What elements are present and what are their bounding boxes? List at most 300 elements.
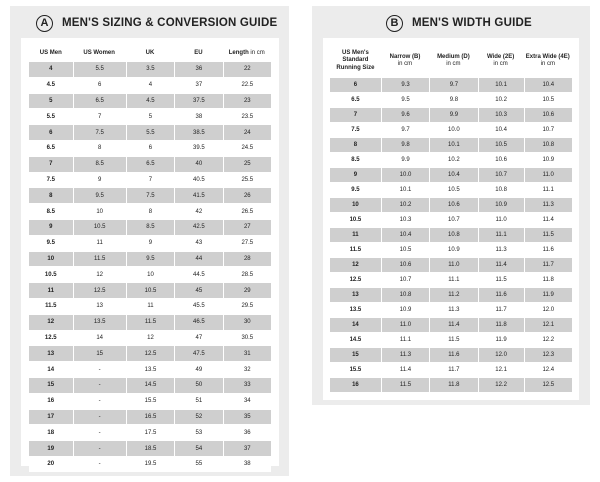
table-cell: 11.5 [524, 228, 572, 242]
table-cell: 10.9 [524, 153, 572, 167]
table-row [29, 346, 271, 361]
table-cell: 9.9 [429, 108, 477, 122]
table-cell: 10 [330, 198, 381, 212]
table-cell: 31 [223, 346, 271, 361]
table-cell: 9.5 [126, 252, 174, 267]
table-cell: 40 [174, 157, 222, 172]
table-cell: 10.9 [381, 303, 429, 317]
table-cell: 53 [174, 425, 222, 440]
table-cell: 11.5 [478, 273, 524, 287]
table-cell: 15 [330, 348, 381, 362]
table-cell: 32 [223, 362, 271, 377]
table-row [330, 243, 572, 257]
table-cell: 11.1 [429, 273, 477, 287]
table-cell: 15.5 [330, 363, 381, 377]
table-cell: 4 [126, 78, 174, 93]
table-cell: - [73, 425, 126, 440]
table-cell: 9.8 [429, 93, 477, 107]
table-cell: 11.1 [381, 333, 429, 347]
table-cell: 11.6 [478, 288, 524, 302]
width-column-label: Extra Wide (4E) [525, 53, 570, 60]
table-cell: 11.1 [524, 183, 572, 197]
table-cell: 10.5 [381, 243, 429, 257]
table-cell: 30 [223, 315, 271, 330]
table-cell: 38 [174, 109, 222, 124]
table-row [29, 78, 271, 93]
table-cell: 37 [174, 78, 222, 93]
table-cell: 25.5 [223, 173, 271, 188]
table-cell: 10.1 [478, 78, 524, 92]
table-cell: 11.5 [429, 333, 477, 347]
table-cell: 7 [29, 157, 73, 172]
table-cell: 46.5 [174, 315, 222, 330]
table-cell: - [73, 441, 126, 456]
sizing-column-label: UK [145, 50, 155, 56]
table-cell: 39.5 [174, 141, 222, 156]
table-cell: 14.5 [330, 333, 381, 347]
table-cell: 6.5 [330, 93, 381, 107]
table-cell: 49 [174, 362, 222, 377]
table-cell: 11 [29, 283, 73, 298]
table-row [29, 378, 271, 393]
table-cell: 18.5 [126, 441, 174, 456]
table-cell: 8 [73, 141, 126, 156]
table-cell: 27 [223, 220, 271, 235]
table-cell: 7 [73, 109, 126, 124]
width-column-unit: in cm [540, 61, 555, 67]
table-cell: 14.5 [126, 378, 174, 393]
table-cell: 54 [174, 441, 222, 456]
table-row [330, 288, 572, 302]
table-row [330, 168, 572, 182]
table-row [29, 220, 271, 235]
table-cell: 22 [223, 62, 271, 77]
table-cell: 10.4 [429, 168, 477, 182]
table-cell: 6.5 [29, 141, 73, 156]
sizing-table-header-row [29, 45, 271, 61]
table-cell: 10.5 [73, 220, 126, 235]
width-table-container [323, 38, 579, 400]
width-column-unit: in cm [446, 61, 461, 67]
table-cell: 11.3 [429, 303, 477, 317]
table-cell: 10.8 [429, 228, 477, 242]
table-cell: 11.8 [429, 378, 477, 392]
table-row [330, 273, 572, 287]
table-row [330, 93, 572, 107]
table-cell: 18 [29, 425, 73, 440]
table-cell: 10.7 [524, 123, 572, 137]
table-cell: 10.4 [524, 78, 572, 92]
table-cell: 7 [126, 173, 174, 188]
table-cell: 9.9 [381, 153, 429, 167]
table-cell: - [73, 457, 126, 472]
table-cell: 12.3 [524, 348, 572, 362]
table-cell: 11.3 [524, 198, 572, 212]
table-cell: 11.9 [478, 333, 524, 347]
table-cell: 8.5 [126, 220, 174, 235]
width-column-header [381, 45, 429, 77]
table-cell: 14 [29, 362, 73, 377]
table-cell: 14 [330, 318, 381, 332]
sizing-guide-panel [10, 6, 289, 476]
table-cell: 13 [73, 299, 126, 314]
table-row [330, 378, 572, 392]
table-cell: 5.5 [73, 62, 126, 77]
width-column-label: Wide (2E) [486, 53, 515, 60]
table-cell: - [73, 394, 126, 409]
table-cell: 10.6 [478, 153, 524, 167]
table-row [330, 333, 572, 347]
table-cell: 44 [174, 252, 222, 267]
table-row [29, 109, 271, 124]
width-column-header [429, 45, 477, 77]
table-row [330, 303, 572, 317]
table-cell: 4.5 [29, 78, 73, 93]
table-row [29, 94, 271, 109]
table-cell: 11.8 [478, 318, 524, 332]
width-column-unit: in cm [493, 61, 508, 67]
table-cell: 22.5 [223, 78, 271, 93]
sizing-column-label: EU [194, 50, 203, 56]
table-cell: 9 [73, 173, 126, 188]
table-cell: 10.5 [126, 283, 174, 298]
table-cell: 10.5 [429, 183, 477, 197]
table-cell: 11.0 [381, 318, 429, 332]
table-cell: 10.4 [478, 123, 524, 137]
table-cell: 11.0 [524, 168, 572, 182]
table-cell: 10.8 [478, 183, 524, 197]
table-cell: 13 [29, 346, 73, 361]
table-cell: 11 [126, 299, 174, 314]
table-cell: 12.1 [478, 363, 524, 377]
table-cell: 8.5 [73, 157, 126, 172]
table-cell: 11.5 [73, 252, 126, 267]
table-cell: 29.5 [223, 299, 271, 314]
table-cell: 6 [126, 141, 174, 156]
table-cell: 10.5 [330, 213, 381, 227]
table-cell: 43 [174, 236, 222, 251]
table-cell: 8.5 [330, 153, 381, 167]
width-column-label: Narrow (B) [389, 53, 421, 60]
table-cell: 40.5 [174, 173, 222, 188]
table-cell: 28.5 [223, 267, 271, 282]
table-cell: 10.5 [29, 267, 73, 282]
table-cell: 25 [223, 157, 271, 172]
table-cell: 10.3 [478, 108, 524, 122]
table-cell: 11.5 [126, 315, 174, 330]
table-cell: 11.7 [478, 303, 524, 317]
table-cell: 11.3 [478, 243, 524, 257]
table-row [29, 141, 271, 156]
table-cell: 11.9 [524, 288, 572, 302]
table-row [330, 348, 572, 362]
table-cell: 12 [29, 315, 73, 330]
table-cell: 10.2 [381, 198, 429, 212]
table-cell: - [73, 410, 126, 425]
table-cell: 6.5 [126, 157, 174, 172]
table-cell: 10.5 [524, 93, 572, 107]
table-row [29, 125, 271, 140]
table-row [29, 441, 271, 456]
table-cell: 9.5 [73, 188, 126, 203]
table-cell: 8.5 [29, 204, 73, 219]
table-cell: 7.5 [330, 123, 381, 137]
table-cell: 8 [126, 204, 174, 219]
table-cell: 38.5 [174, 125, 222, 140]
table-cell: 12.5 [29, 331, 73, 346]
table-cell: 10.6 [524, 108, 572, 122]
sizing-guide-header [10, 6, 289, 40]
sizing-column-header [73, 45, 126, 61]
table-cell: 13.5 [73, 315, 126, 330]
table-cell: 10.3 [381, 213, 429, 227]
table-cell: 6 [73, 78, 126, 93]
table-cell: 4.5 [126, 94, 174, 109]
table-cell: 9 [330, 168, 381, 182]
table-row [330, 318, 572, 332]
table-row [29, 410, 271, 425]
table-cell: 23 [223, 94, 271, 109]
table-cell: 3.5 [126, 62, 174, 77]
table-cell: 6.5 [73, 94, 126, 109]
table-cell: 16.5 [126, 410, 174, 425]
table-cell: 7.5 [29, 173, 73, 188]
table-row [29, 425, 271, 440]
table-row [29, 394, 271, 409]
table-cell: 26 [223, 188, 271, 203]
table-cell: 9.5 [29, 236, 73, 251]
table-cell: 9 [126, 236, 174, 251]
table-row [330, 153, 572, 167]
table-cell: 10.6 [429, 198, 477, 212]
table-cell: 11.2 [429, 288, 477, 302]
table-cell: 15 [73, 346, 126, 361]
table-cell: 10.4 [381, 228, 429, 242]
table-cell: 10.0 [381, 168, 429, 182]
width-table-body [330, 78, 572, 392]
table-cell: 5.5 [29, 109, 73, 124]
table-cell: 19 [29, 441, 73, 456]
sizing-table [29, 44, 271, 473]
width-column-header [478, 45, 524, 77]
table-cell: 30.5 [223, 331, 271, 346]
table-cell: 9.7 [381, 123, 429, 137]
sizing-table-container [21, 38, 279, 466]
table-cell: 9.3 [381, 78, 429, 92]
table-cell: 33 [223, 378, 271, 393]
table-row [330, 78, 572, 92]
table-cell: 10.0 [429, 123, 477, 137]
table-cell: 11.5 [381, 378, 429, 392]
sizing-column-label: Length [228, 50, 249, 56]
table-row [29, 457, 271, 472]
table-cell: 10.1 [429, 138, 477, 152]
width-table [330, 44, 572, 393]
table-cell: 10.6 [381, 258, 429, 272]
table-row [330, 183, 572, 197]
table-cell: 12 [73, 267, 126, 282]
table-cell: 7.5 [73, 125, 126, 140]
table-cell: 47 [174, 331, 222, 346]
sizing-column-header [29, 45, 73, 61]
table-row [29, 362, 271, 377]
table-cell: 36 [174, 62, 222, 77]
table-cell: 15.5 [126, 394, 174, 409]
width-column-label: US Men's Standard Running Size [336, 49, 375, 71]
table-cell: 9.5 [381, 93, 429, 107]
table-cell: 15 [29, 378, 73, 393]
table-cell: 16 [330, 378, 381, 392]
table-cell: 8 [29, 188, 73, 203]
table-cell: 26.5 [223, 204, 271, 219]
table-row [29, 188, 271, 203]
table-cell: 42.5 [174, 220, 222, 235]
table-cell: 17 [29, 410, 73, 425]
table-cell: 10.9 [429, 243, 477, 257]
table-cell: 11.5 [330, 243, 381, 257]
sizing-column-label: US Women [83, 50, 115, 56]
table-cell: - [73, 378, 126, 393]
table-cell: 27.5 [223, 236, 271, 251]
table-cell: 38 [223, 457, 271, 472]
table-cell: 11.4 [478, 258, 524, 272]
table-cell: 11.0 [478, 213, 524, 227]
table-row [330, 138, 572, 152]
table-cell: 36 [223, 425, 271, 440]
table-cell: 42 [174, 204, 222, 219]
width-guide-panel [312, 6, 590, 405]
table-cell: 14 [73, 331, 126, 346]
table-row [29, 267, 271, 282]
table-cell: 7.5 [126, 188, 174, 203]
table-cell: 11.3 [381, 348, 429, 362]
table-cell: 11 [73, 236, 126, 251]
width-guide-badge: B [386, 15, 403, 32]
table-cell: 12 [126, 331, 174, 346]
table-cell: 9.6 [381, 108, 429, 122]
table-cell: 10.8 [381, 288, 429, 302]
table-cell: 11.6 [524, 243, 572, 257]
table-cell: 11.7 [429, 363, 477, 377]
table-cell: 12.0 [478, 348, 524, 362]
table-cell: 9.8 [381, 138, 429, 152]
table-cell: 11.5 [29, 299, 73, 314]
table-cell: 10.7 [429, 213, 477, 227]
table-cell: 5 [29, 94, 73, 109]
table-row [29, 299, 271, 314]
table-cell: 9.7 [429, 78, 477, 92]
table-cell: 13.5 [126, 362, 174, 377]
table-cell: 10.2 [478, 93, 524, 107]
table-row [29, 331, 271, 346]
table-cell: 4 [29, 62, 73, 77]
table-cell: 10 [73, 204, 126, 219]
width-column-label: Medium (D) [437, 53, 470, 60]
sizing-column-header [126, 45, 174, 61]
table-cell: 23.5 [223, 109, 271, 124]
table-cell: 12.2 [478, 378, 524, 392]
table-cell: 10.1 [381, 183, 429, 197]
sizing-column-header [223, 45, 271, 61]
table-cell: 47.5 [174, 346, 222, 361]
sizing-column-unit: in cm [248, 50, 265, 56]
table-cell: 7 [330, 108, 381, 122]
table-cell: 11.4 [429, 318, 477, 332]
table-cell: 8 [330, 138, 381, 152]
sizing-column-label: US Men [39, 50, 62, 56]
table-cell: 17.5 [126, 425, 174, 440]
table-cell: 12.5 [73, 283, 126, 298]
table-cell: 29 [223, 283, 271, 298]
table-row [330, 213, 572, 227]
table-cell: 9.5 [330, 183, 381, 197]
sizing-guide-title: MEN'S SIZING & CONVERSION GUIDE [62, 17, 278, 29]
table-row [29, 173, 271, 188]
table-cell: 41.5 [174, 188, 222, 203]
table-cell: 11.0 [429, 258, 477, 272]
table-row [330, 123, 572, 137]
table-cell: 55 [174, 457, 222, 472]
table-row [330, 363, 572, 377]
table-cell: 6 [330, 78, 381, 92]
table-row [29, 252, 271, 267]
table-cell: 11.8 [524, 273, 572, 287]
table-cell: 12.4 [524, 363, 572, 377]
table-cell: 24.5 [223, 141, 271, 156]
table-cell: 12.5 [126, 346, 174, 361]
width-guide-header [312, 6, 590, 40]
table-cell: - [73, 362, 126, 377]
table-cell: 10.2 [429, 153, 477, 167]
width-guide-title: MEN'S WIDTH GUIDE [412, 17, 532, 29]
table-cell: 50 [174, 378, 222, 393]
table-row [29, 62, 271, 77]
table-cell: 45 [174, 283, 222, 298]
table-cell: 24 [223, 125, 271, 140]
table-cell: 11.4 [524, 213, 572, 227]
table-cell: 5 [126, 109, 174, 124]
sizing-guide-badge: A [36, 15, 53, 32]
table-cell: 37.5 [174, 94, 222, 109]
table-cell: 11.7 [524, 258, 572, 272]
table-cell: 13.5 [330, 303, 381, 317]
table-cell: 9 [29, 220, 73, 235]
table-cell: 11.4 [381, 363, 429, 377]
table-row [330, 198, 572, 212]
table-cell: 19.5 [126, 457, 174, 472]
table-cell: 34 [223, 394, 271, 409]
table-row [29, 315, 271, 330]
width-column-header [330, 45, 381, 77]
table-cell: 11.6 [429, 348, 477, 362]
table-cell: 45.5 [174, 299, 222, 314]
table-cell: 16 [29, 394, 73, 409]
table-cell: 10.7 [381, 273, 429, 287]
sizing-column-header [174, 45, 222, 61]
table-cell: 20 [29, 457, 73, 472]
table-cell: 12.0 [524, 303, 572, 317]
table-cell: 37 [223, 441, 271, 456]
table-cell: 12.5 [524, 378, 572, 392]
table-cell: 11 [330, 228, 381, 242]
table-cell: 51 [174, 394, 222, 409]
table-cell: 10.7 [478, 168, 524, 182]
table-row [29, 204, 271, 219]
sizing-table-body [29, 62, 271, 472]
width-column-header [524, 45, 572, 77]
table-cell: 10.9 [478, 198, 524, 212]
table-cell: 12.5 [330, 273, 381, 287]
